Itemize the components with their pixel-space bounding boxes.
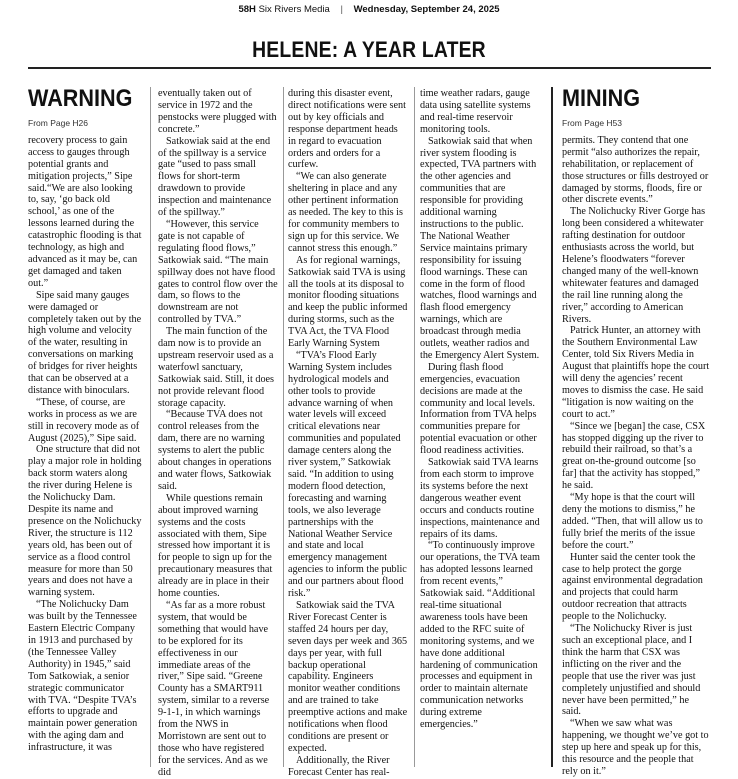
paragraph: time weather radars, gauge data using satellite systems and real-time reservoir monitoring tools.	[420, 88, 531, 135]
paragraph: “TVA’s Flood Early Warning System includes hydrological models and other tools to provide advance warning of when water levels will exceed critical elevations near communities and populated damage centers along the river system,” Satkowiak said. “In addition to using modern flood detection, forecasting and warning tools, we also leverage partnerships with the National Weather Service and state and local emergency management agencies to inform the public and our partners about flood risk.”	[288, 349, 407, 600]
paragraph: “The Nolichucky Dam was built by the Tennessee Eastern Electric Company in 1913 and purchased by (the Tennessee Valley Authority) in 1945,” said Tom Satkowiak, a senior strategic communicator with TVA. “Despite TVA’s efforts to upgrade and maintain power generation with the aging dam and infrastructure, it was	[28, 599, 138, 754]
column-rule	[150, 87, 151, 767]
paragraph: “However, this service gate is not capable of regulating flood flows,” Satkowiak said. “The main spillway does not have flood gates to control flow over the dam, so flows to the downstream are not controlled by TVA.”	[158, 218, 278, 326]
paragraph: The main function of the dam now is to provide an upstream reservoir used as a waterfowl sanctuary, Satkowiak said. Still, it does not provide relevant flood storage capacity.	[158, 326, 275, 409]
paragraph: recovery process to gain access to gauges through potential grants and mitigation projects,” Sipe said.“We are also looking to, say, ‘go back old school,’ as one of the lessons learned during the catastrophic flooding is that technology, as high and advanced as it may be, can get damaged and taken out.”	[28, 134, 142, 289]
mining-headline: MINING	[562, 85, 641, 112]
paragraph: “Because TVA does not control releases from the dam, there are no warning systems to alert the public about changes in operations and water flows, Satkowiak said.	[158, 409, 272, 492]
paragraph: The Nolichucky River Gorge has long been considered a whitewater rafting destination for outdoor enthusiasts across the world, but Helene’s floodwaters “forever changed many of the well-known whitewater features and damaged the rail line running along the river,” according to American Rivers.	[562, 206, 706, 325]
warning-column-4	[420, 88, 540, 768]
paragraph: Sipe said many gauges were damaged or completely taken out by the high volume and velocity of the water, resulting in conversations on marking of bridges for river heights that can be observed at a distance with binoculars.	[28, 289, 142, 396]
warning-jump-line: From Page H26	[28, 118, 88, 128]
warning-column-3	[288, 88, 408, 778]
paragraph: “My hope is that the court will deny the motions to dismiss,” he added. “Then, that will allow us to fully brief the merits of the issue before the court.”	[562, 492, 703, 551]
paragraph: Satkowiak said that when river system flooding is expected, TVA partners with the other agencies and communities that are responsible for providing additional warning instructions to the public. The National Weather Service maintains primary responsibility for issuing flood warnings. These can come in the form of flood watches, flood warnings and flash flood emergency warnings, which are broadcast through media outlets, weather radios and the Emergency Alert System.	[420, 135, 540, 361]
issue-date: Wednesday, September 24, 2025	[353, 4, 500, 15]
paragraph: permits. They contend that one permit “also authorizes the repair, rehabilitation, or replacement of those structures or fills destroyed or damaged by storms, floods, fire or other discrete events.”	[562, 134, 709, 206]
section-banner: HELENE: A YEAR LATER	[252, 37, 486, 62]
paragraph: eventually taken out of service in 1972 and the penstocks were plugged with concrete.”	[158, 88, 277, 135]
paragraph: during this disaster event, direct notifications were sent out by key officials and response department heads in regard to evacuation orders and orders for a curfew.	[288, 88, 406, 171]
mining-column	[562, 85, 710, 777]
paragraph: “When we saw what was happening, we thought we’ve got to step up here and speak up for this, this resource and the people that rely on it.”	[562, 718, 709, 777]
warning-column-1	[28, 86, 142, 766]
paragraph: “As far as a more robust system, that would be something that would have to be explored for its effectiveness in our immediate areas of the river,” Sipe said. “Greene County has a SMART911 system, similar to a reverse 9-1-1, in which warnings from the NWS in Morristown are sent out to those who have registered for the services. And as we did	[158, 599, 270, 778]
masthead-separator: |	[340, 4, 343, 15]
paragraph: “We can also generate sheltering in place and any other pertinent information as needed. The key to this is for community members to sign up for this service. We cannot stress this enough.”	[288, 171, 403, 254]
paragraph: While questions remain about improved warning systems and the costs associated with them, Sipe stressed how important it is for people to sign up for the precautionary measures that already are in place in their home counties.	[158, 492, 273, 600]
paragraph: “The Nolichucky River is just such an exceptional place, and I think the harm that CSX was inflicting on the river and the people that use the river was just completely unjustified and should never have been permitted,” he said.	[562, 623, 701, 718]
warning-column-2	[158, 88, 278, 778]
paragraph: One structure that did not play a major role in holding back storm waters along the river during Helene is the Nolichucky Dam. Despite its name and presence on the Nolichucky River, the structure is 112 years old, has been out of service as a flood control measure for more than 50 years and does not have a warning system.	[28, 444, 142, 599]
paragraph: Patrick Hunter, an attorney with the Southern Environmental Law Center, told Six Rivers Media in August that plaintiffs hope the court will deny the agencies’ recent moves to dismiss the case. He said “litigation is now waiting on the court to act.”	[562, 325, 710, 420]
column-rule	[283, 87, 284, 767]
paragraph: Satkowiak said TVA learns from each storm to improve its systems before the next dangerous weather event occurs and conducts routine inspections, maintenance and repairs of its dams.	[420, 457, 540, 540]
mining-jump-line: From Page H53	[562, 118, 622, 128]
story-divider	[551, 87, 553, 767]
paragraph: Satkowiak said at the end of the spillway is a service gate “used to pass small flows for short-term drawdown to provide inspection and maintenance of the spillway.”	[158, 135, 272, 219]
banner-rule	[28, 67, 711, 69]
paragraph: “To continuously improve our operations, the TVA team has adopted lessons learned from recent events,” Satkowiak said. “Additional real-time situational awareness tools have been added to the RFC suite of monitoring systems, and we have done additional hardening of communication processes and equipment in order to maintain alternate communication networks during extreme emergencies.”	[420, 540, 540, 731]
masthead	[0, 0, 738, 20]
paragraph: As for regional warnings, Satkowiak said TVA is using all the tools at its disposal to monitor flooding situations and keep the public informed during storms, such as the TVA Act, the TVA Flood Early Warning System	[288, 254, 408, 350]
warning-headline: WARNING	[28, 85, 133, 112]
page-number: 58H	[238, 4, 256, 15]
paragraph: Additionally, the River Forecast Center has real-	[288, 754, 390, 778]
paragraph: Hunter said the center took the case to help protect the gorge against environmental degradation and projects that could harm outdoor recreation that attracts people to the Nolichucky.	[562, 551, 703, 623]
outlet-name: Six Rivers Media	[258, 4, 330, 15]
paragraph: “Since we [began] the case, CSX has stopped digging up the river to rebuild their railroad, so that’s a great on-the-ground outcome [so far] that the activity has stopped,” he said.	[562, 420, 706, 492]
paragraph: Satkowiak said the TVA River Forecast Center is staffed 24 hours per day, seven days per week and 365 days per year, with full backup operational capability. Engineers monitor weather conditions and are trained to take preemptive actions and make notifications when flood conditions are present or expected.	[288, 599, 408, 754]
column-rule	[414, 87, 415, 767]
paragraph: “These, of course, are works in process as we are still in recovery mode as of August (2025),” Sipe said.	[28, 396, 140, 444]
paragraph: During flash flood emergencies, evacuation decisions are made at the community and local levels. Information from TVA helps communities prepare for potential evacuation or other flood readiness activities.	[420, 361, 537, 457]
